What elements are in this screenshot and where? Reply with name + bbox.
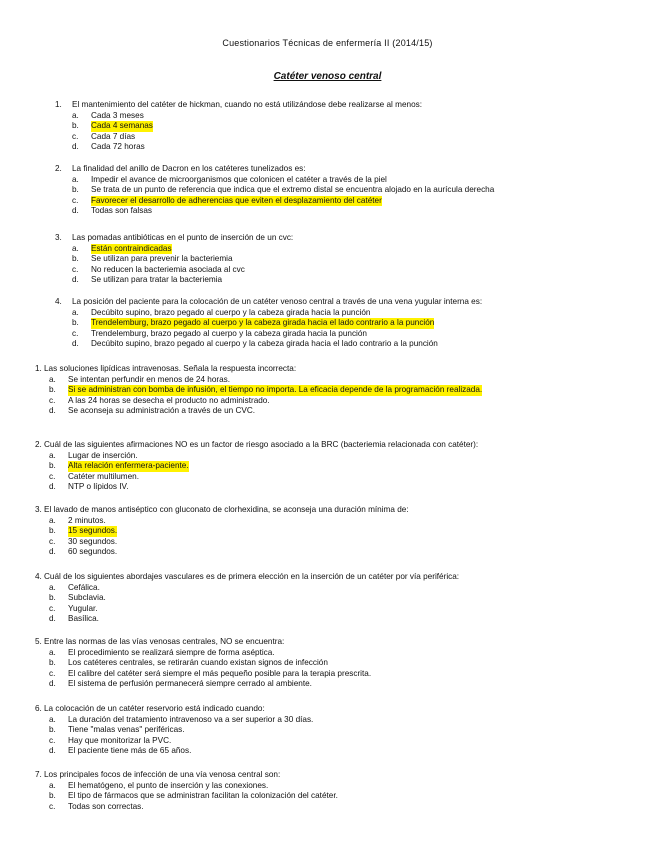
answer-option bbox=[72, 254, 293, 265]
option-letter: b. bbox=[49, 658, 56, 668]
answer-option bbox=[49, 375, 482, 386]
question-number: 5. bbox=[35, 637, 42, 646]
question-block bbox=[55, 233, 293, 286]
answer-option bbox=[72, 329, 482, 340]
option-text: No reducen la bacteriemia asociada al cvc bbox=[91, 264, 245, 274]
answer-option bbox=[49, 406, 482, 417]
option-text: El sistema de perfusión permanecerá siempre cerrado al ambiente. bbox=[68, 679, 312, 689]
option-letter: d. bbox=[72, 339, 79, 349]
answer-option bbox=[72, 206, 494, 217]
question-number: 1. bbox=[55, 100, 62, 109]
question-prompt: Cuál de las siguientes afirmaciones NO es un factor de riesgo asociado a la BRC (bacteriemia relacionada con catéter): bbox=[44, 440, 479, 449]
question-block bbox=[35, 364, 482, 417]
option-text: Basílica. bbox=[68, 614, 99, 624]
answer-option-correct bbox=[72, 196, 494, 207]
answer-options bbox=[55, 111, 422, 153]
option-letter: d. bbox=[72, 142, 79, 152]
answer-option bbox=[49, 604, 459, 615]
option-letter: c. bbox=[72, 131, 79, 141]
answer-option bbox=[49, 614, 459, 625]
option-text: Tiene "malas venas" periféricas. bbox=[68, 725, 185, 735]
section-title: Catéter venoso central bbox=[273, 71, 382, 82]
answer-option bbox=[49, 781, 338, 792]
option-letter: b. bbox=[49, 791, 56, 801]
document-header: Cuestionarios Técnicas de enfermería II (2014/15) bbox=[222, 38, 433, 48]
option-text: Cada 4 semanas bbox=[91, 121, 153, 131]
option-text: Se intentan perfundir en menos de 24 horas. bbox=[68, 374, 231, 384]
question-block bbox=[35, 637, 371, 690]
option-text: Subclavia. bbox=[68, 593, 106, 603]
option-letter: c. bbox=[72, 328, 79, 338]
answer-options bbox=[35, 583, 459, 625]
answer-option-correct bbox=[49, 461, 478, 472]
question-number: 4. bbox=[35, 572, 42, 581]
option-letter: b. bbox=[72, 185, 79, 195]
question-text bbox=[55, 233, 293, 244]
question-block bbox=[55, 297, 482, 350]
question-text bbox=[35, 704, 313, 715]
answer-options bbox=[35, 715, 313, 757]
option-letter: b. bbox=[49, 385, 56, 395]
option-text: 30 segundos. bbox=[68, 536, 118, 546]
option-text: El calibre del catéter será siempre el más pequeño posible para la terapia prescrita. bbox=[68, 668, 372, 678]
option-letter: d. bbox=[49, 614, 56, 624]
option-letter: b. bbox=[72, 121, 79, 131]
question-prompt: Cuál de los siguientes abordajes vasculares es de primera elección en la inserción de un catéter por vía periférica: bbox=[44, 572, 460, 581]
option-letter: b. bbox=[49, 725, 56, 735]
question-text bbox=[35, 572, 459, 583]
answer-option bbox=[49, 658, 371, 669]
answer-options bbox=[35, 451, 478, 493]
option-letter: b. bbox=[49, 461, 56, 471]
option-letter: b. bbox=[49, 593, 56, 603]
option-text: El procedimiento se realizará siempre de forma aséptica. bbox=[68, 647, 275, 657]
option-letter: b. bbox=[72, 318, 79, 328]
option-text: Hay que monitorizar la PVC. bbox=[68, 735, 172, 745]
answer-option bbox=[72, 185, 494, 196]
answer-option bbox=[49, 725, 313, 736]
option-text: 2 minutos. bbox=[68, 515, 106, 525]
question-prompt: Los principales focos de infección de una vía venosa central son: bbox=[44, 770, 281, 779]
option-text: 15 segundos. bbox=[68, 526, 118, 536]
question-number: 2. bbox=[35, 440, 42, 449]
answer-option-correct bbox=[72, 318, 482, 329]
option-letter: b. bbox=[72, 254, 79, 264]
option-letter: d. bbox=[49, 482, 56, 492]
option-text: El paciente tiene más de 65 años. bbox=[68, 746, 192, 756]
answer-options bbox=[55, 244, 293, 286]
option-text: Alta relación enfermera-paciente. bbox=[68, 461, 189, 471]
option-text: Se aconseja su administración a través de un CVC. bbox=[68, 406, 256, 416]
answer-option bbox=[49, 669, 371, 680]
option-text: Todas son correctas. bbox=[68, 801, 144, 811]
option-letter: a. bbox=[72, 110, 79, 120]
question-block bbox=[35, 440, 478, 493]
answer-option bbox=[49, 802, 338, 813]
answer-option bbox=[72, 339, 482, 350]
option-letter: a. bbox=[72, 307, 79, 317]
option-letter: a. bbox=[49, 582, 56, 592]
question-prompt: Las soluciones lipídicas intravenosas. Señala la respuesta incorrecta: bbox=[44, 364, 297, 373]
option-text: Lugar de inserción. bbox=[68, 450, 138, 460]
answer-option bbox=[49, 648, 371, 659]
question-block bbox=[55, 164, 494, 217]
question-text bbox=[35, 770, 338, 781]
question-prompt: Las pomadas antibióticas en el punto de inserción de un cvc: bbox=[72, 233, 294, 242]
question-block bbox=[35, 505, 409, 558]
answer-option bbox=[49, 516, 409, 527]
question-prompt: La colocación de un catéter reservorio está indicado cuando: bbox=[44, 704, 265, 713]
question-text bbox=[35, 505, 409, 516]
option-letter: d. bbox=[72, 275, 79, 285]
option-text: Se trata de un punto de referencia que indica que el extremo distal se encuentra alojado en la aurícula derecha bbox=[91, 185, 495, 195]
option-letter: c. bbox=[49, 668, 56, 678]
question-prompt: El mantenimiento del catéter de hickman, cuando no está utilizándose debe realizarse al menos: bbox=[72, 100, 422, 109]
option-text: A las 24 horas se desecha el producto no administrado. bbox=[68, 395, 270, 405]
option-letter: a. bbox=[49, 374, 56, 384]
question-block bbox=[35, 770, 338, 812]
answer-option bbox=[49, 679, 371, 690]
answer-option bbox=[49, 537, 409, 548]
question-prompt: Entre las normas de las vías venosas centrales, NO se encuentra: bbox=[44, 637, 285, 646]
question-text bbox=[55, 297, 482, 308]
question-number: 1. bbox=[35, 364, 42, 373]
answer-option bbox=[72, 265, 293, 276]
option-text: Si se administran con bomba de infusión, el tiempo no importa. La eficacia depende de la programación realizada. bbox=[68, 385, 483, 395]
option-text: Yugular. bbox=[68, 603, 98, 613]
option-text: Favorecer el desarrollo de adherencias que eviten el desplazamiento del catéter bbox=[91, 195, 382, 205]
option-text: Están contraindicadas bbox=[91, 243, 172, 253]
answer-options bbox=[35, 781, 338, 813]
answer-option bbox=[72, 175, 494, 186]
answer-option bbox=[49, 451, 478, 462]
question-number: 6. bbox=[35, 704, 42, 713]
option-letter: c. bbox=[49, 801, 56, 811]
option-letter: d. bbox=[49, 547, 56, 557]
option-text: Se utilizan para prevenir la bacteriemia bbox=[91, 254, 233, 264]
option-letter: c. bbox=[49, 471, 56, 481]
option-text: La duración del tratamiento intravenoso va a ser superior a 30 días. bbox=[68, 714, 314, 724]
answer-options bbox=[35, 375, 482, 417]
option-text: Decúbito supino, brazo pegado al cuerpo y la cabeza girada hacia el lado contrario a la punción bbox=[91, 339, 438, 349]
option-text: NTP o lípidos IV. bbox=[68, 482, 129, 492]
option-text: Decúbito supino, brazo pegado al cuerpo y la cabeza girada hacia la punción bbox=[91, 307, 371, 317]
option-text: Se utilizan para tratar la bacteriemia bbox=[91, 275, 223, 285]
answer-option bbox=[49, 396, 482, 407]
option-letter: c. bbox=[49, 735, 56, 745]
question-number: 2. bbox=[55, 164, 62, 173]
option-text: El hematógeno, el punto de inserción y las conexiones. bbox=[68, 780, 269, 790]
answer-options bbox=[35, 516, 409, 558]
option-letter: a. bbox=[72, 174, 79, 184]
answer-option bbox=[72, 111, 422, 122]
option-letter: a. bbox=[49, 647, 56, 657]
answer-option-correct bbox=[49, 385, 482, 396]
answer-option bbox=[49, 472, 478, 483]
question-block bbox=[35, 704, 313, 757]
question-text bbox=[35, 637, 371, 648]
answer-option bbox=[72, 308, 482, 319]
option-text: Catéter multilumen. bbox=[68, 471, 139, 481]
option-letter: d. bbox=[49, 679, 56, 689]
answer-option bbox=[49, 482, 478, 493]
question-text bbox=[35, 364, 482, 375]
answer-option bbox=[49, 736, 313, 747]
option-letter: c. bbox=[49, 603, 56, 613]
option-letter: b. bbox=[49, 526, 56, 536]
answer-option-correct bbox=[72, 121, 422, 132]
question-block bbox=[55, 100, 422, 153]
question-text bbox=[55, 100, 422, 111]
option-letter: a. bbox=[49, 450, 56, 460]
option-letter: a. bbox=[49, 714, 56, 724]
option-letter: a. bbox=[49, 780, 56, 790]
option-text: Trendelemburg, brazo pegado al cuerpo y la cabeza girada hacia el lado contrario a la punción bbox=[91, 318, 435, 328]
answer-option-correct bbox=[49, 526, 409, 537]
answer-option bbox=[49, 715, 313, 726]
question-prompt: La finalidad del anillo de Dacron en los catéteres tunelizados es: bbox=[72, 164, 306, 173]
option-letter: c. bbox=[72, 195, 79, 205]
answer-option bbox=[49, 746, 313, 757]
option-text: Los catéteres centrales, se retirarán cuando existan signos de infección bbox=[68, 658, 328, 668]
option-letter: c. bbox=[72, 264, 79, 274]
question-number: 7. bbox=[35, 770, 42, 779]
answer-option bbox=[72, 275, 293, 286]
option-letter: a. bbox=[49, 515, 56, 525]
question-prompt: El lavado de manos antiséptico con gluconato de clorhexidina, se aconseja una duración mínima de: bbox=[44, 505, 409, 514]
answer-options bbox=[55, 175, 494, 217]
option-letter: d. bbox=[49, 746, 56, 756]
answer-option bbox=[49, 791, 338, 802]
answer-option bbox=[49, 593, 459, 604]
answer-option bbox=[49, 547, 409, 558]
option-text: Cefálica. bbox=[68, 582, 100, 592]
question-text bbox=[35, 440, 478, 451]
option-letter: c. bbox=[49, 536, 56, 546]
answer-option bbox=[72, 142, 422, 153]
option-letter: d. bbox=[49, 406, 56, 416]
option-text: Cada 7 días bbox=[91, 131, 136, 141]
answer-option bbox=[72, 132, 422, 143]
answer-options bbox=[55, 308, 482, 350]
question-block bbox=[35, 572, 459, 625]
answer-options bbox=[35, 648, 371, 690]
option-text: Impedir el avance de microorganismos que colonicen el catéter a través de la piel bbox=[91, 174, 387, 184]
answer-option-correct bbox=[72, 244, 293, 255]
question-text bbox=[55, 164, 494, 175]
option-text: 60 segundos. bbox=[68, 547, 118, 557]
option-letter: c. bbox=[49, 395, 56, 405]
option-text: Todas son falsas bbox=[91, 206, 152, 216]
question-number: 3. bbox=[35, 505, 42, 514]
option-text: El tipo de fármacos que se administran facilitan la colonización del catéter. bbox=[68, 791, 338, 801]
option-text: Cada 3 meses bbox=[91, 110, 144, 120]
answer-option bbox=[49, 583, 459, 594]
question-number: 4. bbox=[55, 297, 62, 306]
question-number: 3. bbox=[55, 233, 62, 242]
option-letter: d. bbox=[72, 206, 79, 216]
question-prompt: La posición del paciente para la colocación de un catéter venoso central a través de una vena yugular interna es: bbox=[72, 297, 483, 306]
option-text: Trendelemburg, brazo pegado al cuerpo y la cabeza girada hacia la punción bbox=[91, 328, 367, 338]
option-text: Cada 72 horas bbox=[91, 142, 145, 152]
option-letter: a. bbox=[72, 243, 79, 253]
